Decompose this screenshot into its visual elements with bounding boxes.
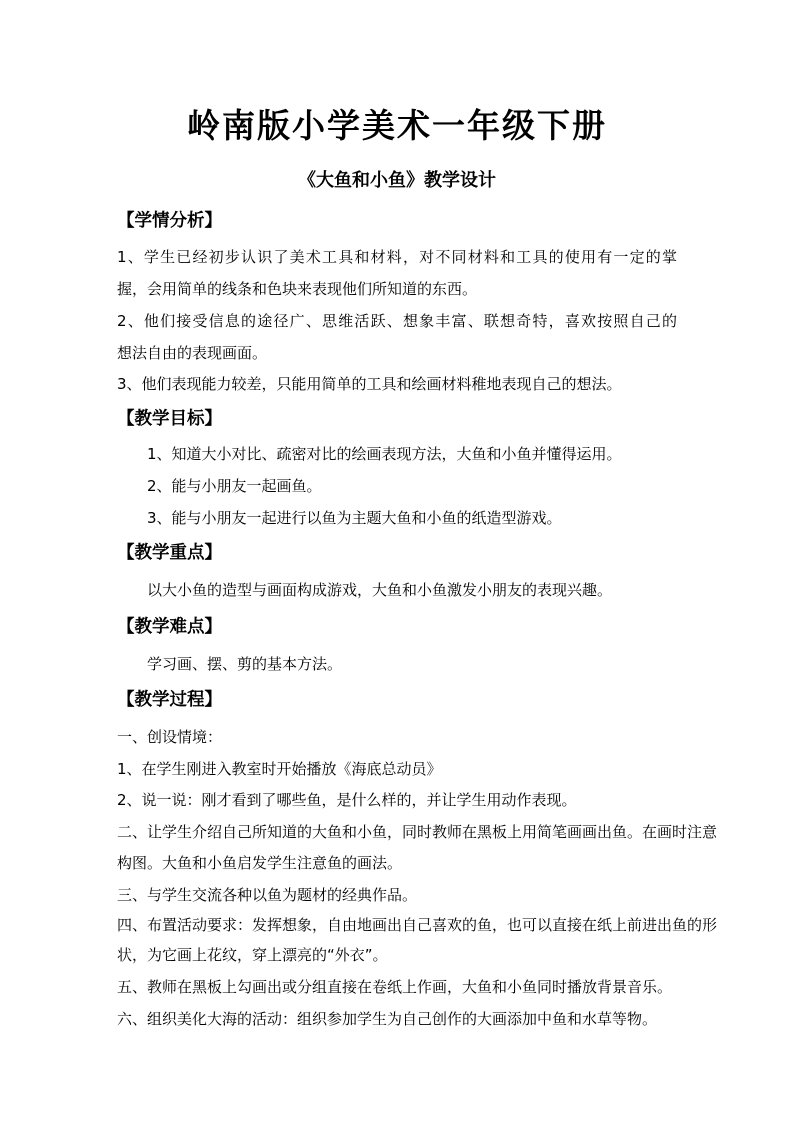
process-line: 1、在学生刚进入教室时开始播放《海底总动员》 — [117, 760, 442, 778]
process-line: 状，为它画上花纹，穿上漂亮的“外衣”。 — [117, 946, 388, 964]
analysis-line: 想法自由的表现画面。 — [117, 344, 268, 362]
goal-line: 2、能与小朋友一起画鱼。 — [147, 477, 322, 495]
section-heading-key: 【教学重点】 — [117, 543, 222, 563]
goal-line: 3、能与小朋友一起进行以鱼为主题大鱼和小鱼的纸造型游戏。 — [147, 509, 562, 527]
document-title: 岭南版小学美术一年级下册 — [187, 106, 607, 145]
document-subtitle: 《大鱼和小鱼》教学设计 — [298, 170, 496, 191]
section-heading-analysis: 【学情分析】 — [117, 211, 222, 231]
process-line: 四、布置活动要求：发挥想象，自由地画出自己喜欢的鱼，也可以直接在纸上前进出鱼的形 — [117, 916, 718, 934]
process-line: 2、说一说：刚才看到了哪些鱼，是什么样的，并让学生用动作表现。 — [117, 791, 577, 809]
analysis-line: 3、他们表现能力较差，只能用简单的工具和绘画材料稚地表现自己的想法。 — [117, 375, 622, 393]
goal-line: 1、知道大小对比、疏密对比的绘画表现方法，大鱼和小鱼并懂得运用。 — [147, 445, 622, 463]
section-heading-difficulty: 【教学难点】 — [117, 617, 222, 637]
analysis-line: 握，会用简单的线条和色块来表现他们所知道的东西。 — [117, 280, 478, 298]
section-heading-goals: 【教学目标】 — [117, 409, 222, 429]
process-line: 六、组织美化大海的活动：组织参加学生为自己创作的大画添加中鱼和水草等物。 — [117, 1010, 658, 1028]
analysis-line: 2、他们接受信息的途径广、思维活跃、想象丰富、联想奇特，喜欢按照自己的 — [117, 312, 677, 330]
process-line: 构图。大鱼和小鱼启发学生注意鱼的画法。 — [117, 854, 403, 872]
key-line: 以大小鱼的造型与画面构成游戏，大鱼和小鱼激发小朋友的表现兴趣。 — [147, 581, 613, 599]
process-line: 二、让学生介绍自己所知道的大鱼和小鱼，同时教师在黑板上用简笔画画出鱼。在画时注意 — [117, 823, 718, 841]
process-line: 三、与学生交流各种以鱼为题材的经典作品。 — [117, 886, 418, 904]
section-heading-process: 【教学过程】 — [117, 690, 222, 710]
process-line: 一、创设情境： — [117, 728, 223, 746]
analysis-line: 1、学生已经初步认识了美术工具和材料，对不同材料和工具的使用有一定的掌 — [117, 248, 677, 266]
process-line: 五、教师在黑板上勾画出或分组直接在卷纸上作画，大鱼和小鱼同时播放背景音乐。 — [117, 978, 673, 996]
difficulty-line: 学习画、摆、剪的基本方法。 — [147, 655, 343, 673]
